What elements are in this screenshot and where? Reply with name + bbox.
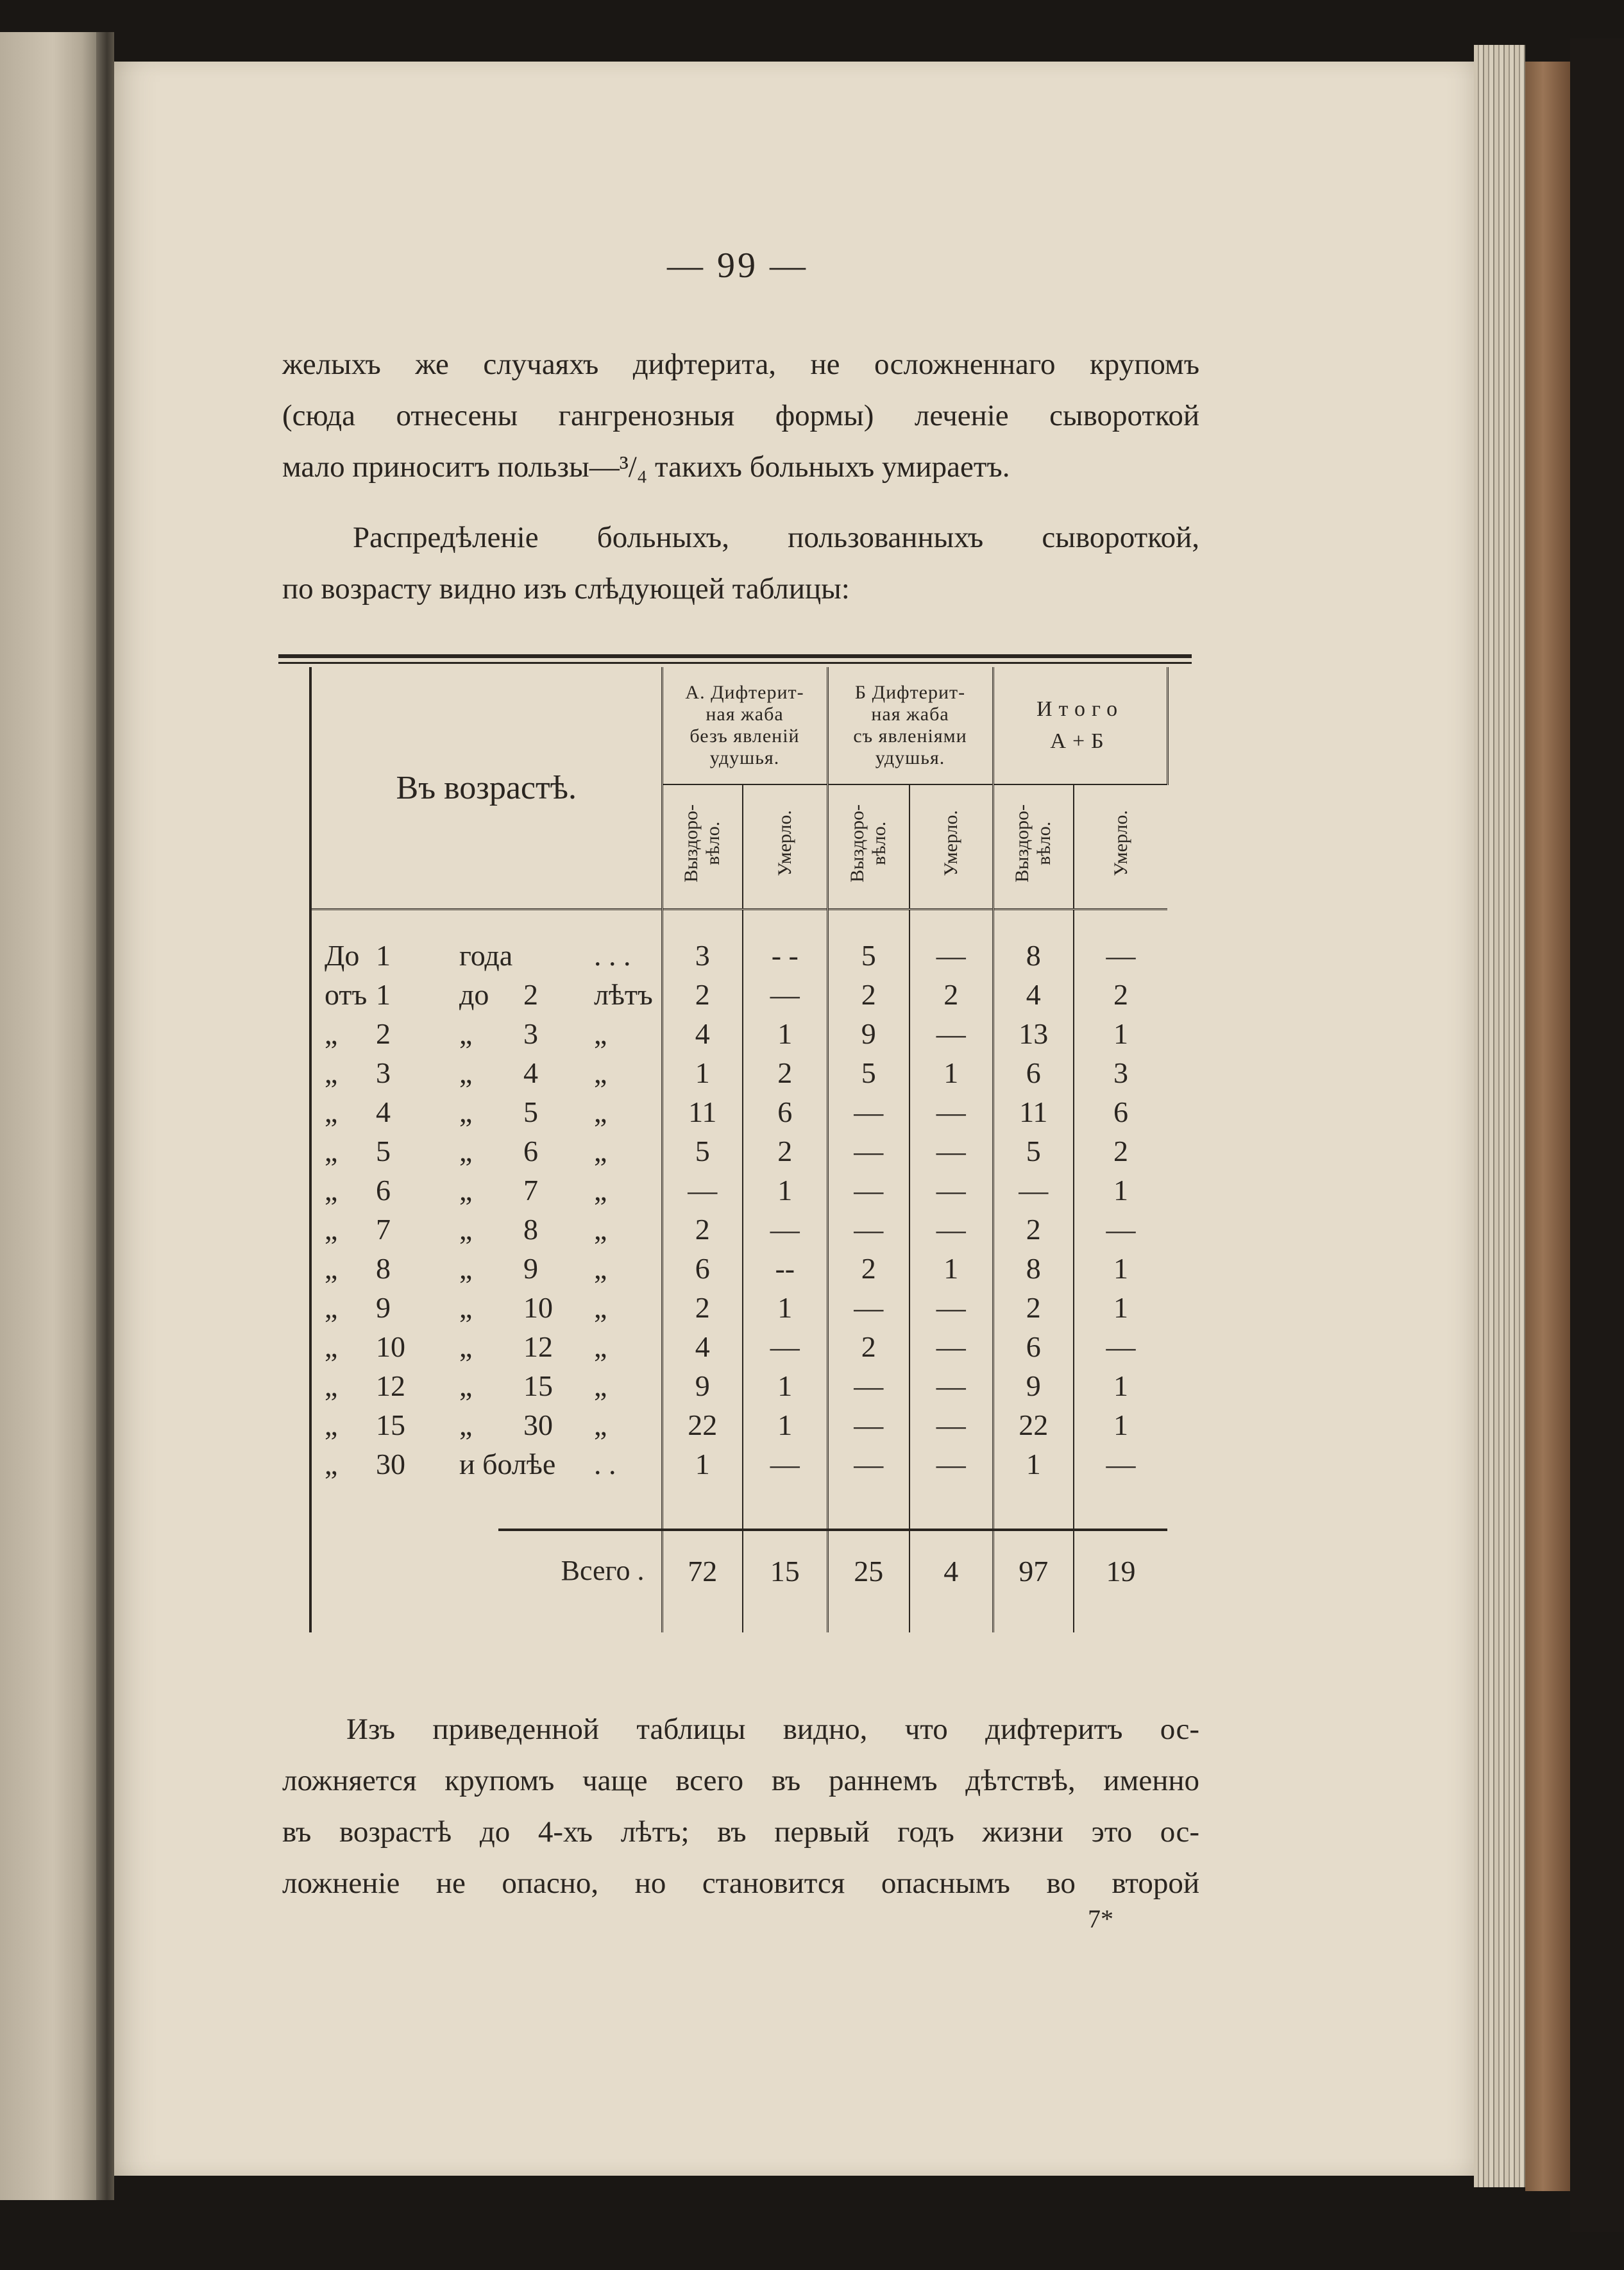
value-cell: 1 xyxy=(743,1405,827,1444)
age-part-from: 6 xyxy=(376,1174,391,1207)
table-top-rule xyxy=(278,654,1192,658)
table-row xyxy=(310,1327,1167,1366)
age-part-to: 8 xyxy=(523,1213,538,1246)
age-part-mid: до xyxy=(459,978,489,1011)
age-part-to: 3 xyxy=(523,1017,538,1050)
age-range-cell xyxy=(310,1131,662,1171)
value-cell: 5 xyxy=(993,1131,1074,1171)
text-line: желыхъ же случаяхъ дифтерита, не осложненнаго крупомъ xyxy=(282,348,1199,381)
value-cell: 1 xyxy=(743,1288,827,1327)
table-row xyxy=(310,936,1167,975)
subheader-died: Умерло. xyxy=(909,784,993,910)
age-part-to: 15 xyxy=(523,1369,553,1402)
value-cell: — xyxy=(909,1171,993,1210)
age-part-from: 1 xyxy=(376,939,391,972)
age-part-from: 12 xyxy=(376,1369,405,1402)
value-cell: — xyxy=(909,1210,993,1249)
value-cell: — xyxy=(909,1288,993,1327)
age-part-to: 12 xyxy=(523,1330,553,1363)
table-row xyxy=(310,1444,1167,1484)
table-row xyxy=(310,1288,1167,1327)
subheader-died: Умерло. xyxy=(743,784,827,910)
age-part-suf: „ xyxy=(594,1369,607,1402)
age-part-from: 3 xyxy=(376,1056,391,1089)
table-row xyxy=(310,975,1167,1014)
value-cell: 1 xyxy=(662,1053,743,1092)
paragraph-intro xyxy=(282,339,1199,493)
value-cell: — xyxy=(1106,1330,1136,1363)
age-part-from: 10 xyxy=(376,1330,405,1363)
text-line: по возрасту видно изъ слѣдующей таблицы: xyxy=(282,572,850,606)
value-cell: — xyxy=(909,1131,993,1171)
age-part-suf: „ xyxy=(594,1213,607,1246)
value-cell: 1 xyxy=(1113,1409,1129,1441)
value-cell: — xyxy=(909,1327,993,1366)
totals-row xyxy=(310,1530,1167,1611)
value-cell: 2 xyxy=(827,1249,909,1288)
age-range-cell xyxy=(310,1366,662,1405)
value-cell: — xyxy=(743,975,827,1014)
value-cell: 6 xyxy=(1113,1096,1129,1128)
value-cell: 1 xyxy=(1113,1369,1129,1402)
table-row xyxy=(310,1171,1167,1210)
value-cell: 9 xyxy=(993,1366,1074,1405)
page-number: — 99 — xyxy=(667,246,808,285)
age-part-pre: „ xyxy=(325,1369,338,1402)
value-cell: 5 xyxy=(662,1131,743,1171)
table-row xyxy=(310,1131,1167,1171)
age-part-mid: „ xyxy=(459,1135,473,1167)
text-line: Изъ приведенной таблицы видно, что дифтеритъ ос- xyxy=(346,1713,1199,1746)
age-range-cell xyxy=(310,1092,662,1131)
table-row xyxy=(310,1092,1167,1131)
value-cell: 2 xyxy=(993,1210,1074,1249)
age-range-cell xyxy=(310,975,662,1014)
age-part-to: 10 xyxy=(523,1291,553,1324)
age-part-from: 9 xyxy=(376,1291,391,1324)
value-cell: 1 xyxy=(1113,1017,1129,1050)
age-range-cell xyxy=(310,1053,662,1092)
value-cell: 2 xyxy=(993,1288,1074,1327)
age-part-mid: „ xyxy=(459,1330,473,1363)
age-part-pre: „ xyxy=(325,1330,338,1363)
left-page-margin xyxy=(0,32,96,2200)
subheader-recovered: Выздоро- вѣло. xyxy=(662,784,743,910)
value-cell: — xyxy=(827,1171,909,1210)
age-part-mid: „ xyxy=(459,1096,473,1128)
group-b-header: Б Дифтерит- ная жаба съ явленіями удушья. xyxy=(827,667,993,784)
value-cell: 4 xyxy=(662,1327,743,1366)
age-part-suf: „ xyxy=(594,1409,607,1441)
age-part-suf: „ xyxy=(594,1017,607,1050)
value-cell: 4 xyxy=(662,1014,743,1053)
value-cell: — xyxy=(827,1405,909,1444)
text-line: мало приноситъ пользы—³/₄ такихъ больныхъ умираетъ. xyxy=(282,450,1010,484)
value-cell: 2 xyxy=(743,1053,827,1092)
value-cell: 2 xyxy=(662,1288,743,1327)
subheader-recovered: Выздоро- вѣло. xyxy=(827,784,909,910)
value-cell: 8 xyxy=(993,1249,1074,1288)
value-cell: — xyxy=(743,1210,827,1249)
value-cell: 1 xyxy=(743,1014,827,1053)
value-cell: — xyxy=(1106,1448,1136,1480)
value-cell: 1 xyxy=(662,1444,743,1484)
value-cell: 1 xyxy=(743,1171,827,1210)
age-distribution-table xyxy=(309,667,1169,1632)
paragraph-table-intro xyxy=(282,512,1199,614)
age-part-to: 2 xyxy=(523,978,538,1011)
value-cell: 5 xyxy=(827,1053,909,1092)
table-row xyxy=(310,1366,1167,1405)
age-part-pre: отъ xyxy=(325,978,368,1011)
value-cell: — xyxy=(909,1014,993,1053)
text-line: въ возрастѣ до 4-хъ лѣтъ; въ первый годъ жизни это ос- xyxy=(282,1815,1199,1849)
value-cell: 1 xyxy=(993,1444,1074,1484)
value-cell: 3 xyxy=(662,936,743,975)
age-part-from: 30 xyxy=(376,1448,405,1480)
value-cell: 4 xyxy=(993,975,1074,1014)
paragraph-conclusion xyxy=(282,1704,1199,1909)
age-range-cell xyxy=(310,1405,662,1444)
value-cell: 6 xyxy=(993,1327,1074,1366)
age-part-pre: „ xyxy=(325,1213,338,1246)
value-cell: 2 xyxy=(1113,978,1129,1011)
age-part-suf: лѣтъ xyxy=(594,978,653,1011)
book-gutter xyxy=(96,32,114,2200)
book-cover-edge xyxy=(1525,62,1570,2191)
value-cell: — xyxy=(827,1366,909,1405)
age-part-pre: „ xyxy=(325,1448,338,1480)
age-part-to: 4 xyxy=(523,1056,538,1089)
age-range-cell xyxy=(310,1444,662,1484)
value-cell: 2 xyxy=(827,1327,909,1366)
value-cell: 9 xyxy=(827,1014,909,1053)
total-cell: 15 xyxy=(743,1530,827,1611)
total-cell: 4 xyxy=(909,1530,993,1611)
age-part-from: 8 xyxy=(376,1252,391,1285)
age-range-cell xyxy=(310,1327,662,1366)
age-range-cell xyxy=(310,1171,662,1210)
table-row xyxy=(310,1053,1167,1092)
age-part-to: 7 xyxy=(523,1174,538,1207)
age-part-pre: „ xyxy=(325,1096,338,1128)
age-part-pre: До xyxy=(325,939,360,972)
page-fore-edge xyxy=(1474,45,1525,2187)
age-range-cell xyxy=(310,1249,662,1288)
age-part-to: 6 xyxy=(523,1135,538,1167)
age-part-mid: „ xyxy=(459,1369,473,1402)
value-cell: — xyxy=(909,1092,993,1131)
age-part-mid: и болѣе xyxy=(459,1448,556,1480)
table-row xyxy=(310,1210,1167,1249)
age-part-mid: „ xyxy=(459,1213,473,1246)
age-part-pre: „ xyxy=(325,1135,338,1167)
value-cell: 22 xyxy=(662,1405,743,1444)
total-cell: 72 xyxy=(662,1530,743,1611)
value-cell: 2 xyxy=(827,975,909,1014)
age-part-from: 15 xyxy=(376,1409,405,1441)
text-line: ложняется крупомъ чаще всего въ раннемъ дѣтствѣ, именно xyxy=(282,1764,1199,1797)
total-cell: 19 xyxy=(1074,1530,1167,1611)
value-cell: — xyxy=(827,1288,909,1327)
age-part-pre: „ xyxy=(325,1174,338,1207)
value-cell: 2 xyxy=(909,975,993,1014)
value-cell: 11 xyxy=(662,1092,743,1131)
age-range-cell xyxy=(310,1288,662,1327)
total-label: Всего . xyxy=(310,1530,662,1611)
total-cell: 25 xyxy=(827,1530,909,1611)
value-cell: 11 xyxy=(993,1092,1074,1131)
text-line: ложненіе не опасно, но становится опаснымъ во второй xyxy=(282,1867,1199,1900)
value-cell: 9 xyxy=(662,1366,743,1405)
value-cell: — xyxy=(909,1444,993,1484)
age-part-suf: . . . xyxy=(594,939,631,972)
value-cell: — xyxy=(909,936,993,975)
value-cell: 8 xyxy=(993,936,1074,975)
value-cell: - - xyxy=(743,936,827,975)
age-part-mid: „ xyxy=(459,1174,473,1207)
age-part-from: 1 xyxy=(376,978,391,1011)
value-cell: 1 xyxy=(909,1249,993,1288)
value-cell: 6 xyxy=(993,1053,1074,1092)
group-a-header: А. Дифтерит- ная жаба безъ явленій удушья. xyxy=(662,667,827,784)
age-part-suf: „ xyxy=(594,1291,607,1324)
value-cell: 2 xyxy=(1113,1135,1129,1167)
age-part-suf: „ xyxy=(594,1096,607,1128)
age-part-suf: „ xyxy=(594,1135,607,1167)
value-cell: — xyxy=(1106,939,1136,972)
table-top-rule-thin xyxy=(278,662,1192,664)
age-part-pre: „ xyxy=(325,1291,338,1324)
table-row xyxy=(310,1405,1167,1444)
value-cell: 1 xyxy=(743,1366,827,1405)
value-cell: 6 xyxy=(743,1092,827,1131)
age-part-from: 2 xyxy=(376,1017,391,1050)
age-part-suf: „ xyxy=(594,1056,607,1089)
value-cell: — xyxy=(827,1131,909,1171)
age-part-to: 30 xyxy=(523,1409,553,1441)
value-cell: 3 xyxy=(1113,1056,1129,1089)
value-cell: 1 xyxy=(1113,1252,1129,1285)
age-part-suf: . . xyxy=(594,1448,616,1480)
age-part-suf: „ xyxy=(594,1174,607,1207)
age-part-to: 9 xyxy=(523,1252,538,1285)
value-cell: 2 xyxy=(662,975,743,1014)
value-cell: — xyxy=(993,1171,1074,1210)
table-row xyxy=(310,1249,1167,1288)
age-part-to: 5 xyxy=(523,1096,538,1128)
printer-signature-mark: 7* xyxy=(1088,1904,1113,1933)
value-cell: — xyxy=(1106,1213,1136,1246)
age-part-mid: „ xyxy=(459,1017,473,1050)
value-cell: — xyxy=(827,1210,909,1249)
age-range-cell xyxy=(310,936,662,975)
age-part-pre: „ xyxy=(325,1409,338,1441)
age-part-mid: „ xyxy=(459,1409,473,1441)
table-row xyxy=(310,1014,1167,1053)
age-part-mid: „ xyxy=(459,1291,473,1324)
age-part-from: 5 xyxy=(376,1135,391,1167)
value-cell: 1 xyxy=(1113,1174,1129,1207)
value-cell: — xyxy=(662,1171,743,1210)
age-range-cell xyxy=(310,1210,662,1249)
value-cell: 1 xyxy=(909,1053,993,1092)
value-cell: 6 xyxy=(662,1249,743,1288)
value-cell: — xyxy=(743,1327,827,1366)
total-cell: 97 xyxy=(993,1530,1074,1611)
age-part-pre: „ xyxy=(325,1017,338,1050)
value-cell: — xyxy=(743,1444,827,1484)
age-column-header: Въ возрастѣ. xyxy=(310,667,662,910)
subheader-recovered: Выздоро- вѣло. xyxy=(993,784,1074,910)
age-part-suf: „ xyxy=(594,1252,607,1285)
age-part-pre: „ xyxy=(325,1252,338,1285)
age-part-mid: года xyxy=(459,939,513,972)
value-cell: — xyxy=(827,1092,909,1131)
value-cell: 1 xyxy=(1113,1291,1129,1324)
value-cell: 2 xyxy=(743,1131,827,1171)
age-part-from: 4 xyxy=(376,1096,391,1128)
background-right xyxy=(1570,38,1624,2232)
value-cell: — xyxy=(909,1366,993,1405)
text-line: Распредѣленіе больныхъ, пользованныхъ сывороткой, xyxy=(353,521,1199,554)
value-cell: — xyxy=(909,1405,993,1444)
age-part-from: 7 xyxy=(376,1213,391,1246)
value-cell: 2 xyxy=(662,1210,743,1249)
age-range-cell xyxy=(310,1014,662,1053)
text-line: (сюда отнесены гангренозныя формы) леченіе сывороткой xyxy=(282,399,1199,432)
value-cell: 13 xyxy=(993,1014,1074,1053)
value-cell: -- xyxy=(743,1249,827,1288)
value-cell: 5 xyxy=(827,936,909,975)
age-part-mid: „ xyxy=(459,1252,473,1285)
value-cell: 22 xyxy=(993,1405,1074,1444)
subheader-died: Умерло. xyxy=(1074,784,1167,910)
value-cell: — xyxy=(827,1444,909,1484)
group-total-header: Итого А+Б xyxy=(993,667,1167,784)
age-part-mid: „ xyxy=(459,1056,473,1089)
age-part-suf: „ xyxy=(594,1330,607,1363)
age-part-pre: „ xyxy=(325,1056,338,1089)
